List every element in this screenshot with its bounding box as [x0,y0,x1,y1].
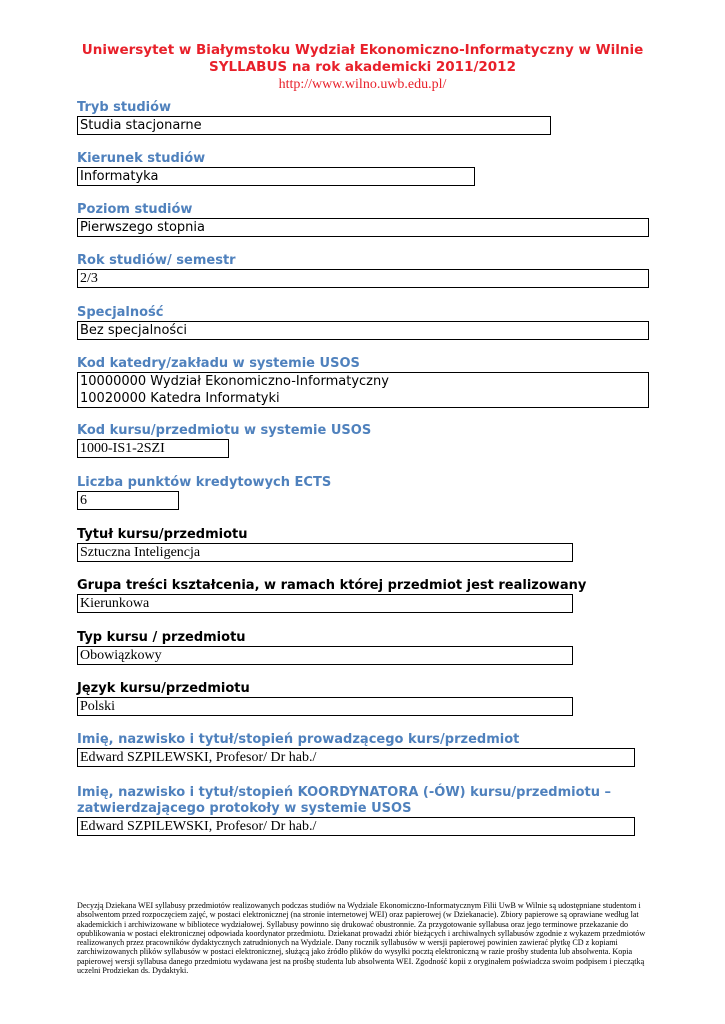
value-prowadzacy: Edward SZPILEWSKI, Profesor/ Dr hab./ [77,748,635,767]
section-ects [77,475,331,510]
section-koordynator [77,785,635,836]
label-koordynator-line1: Imię, nazwisko i tytuł/stopień KOORDYNATORA (-ÓW) kursu/przedmiotu – [77,785,612,800]
value-kod-katedry [77,372,649,408]
section-kod-kursu [77,423,371,458]
section-specjalnosc [77,305,649,340]
value-jezyk-kursu: Polski [77,697,573,716]
label-tryb-studiow: Tryb studiów [77,100,172,115]
label-koordynator-line2: zatwierdzającego protokoły w systemie USOS [77,801,412,816]
value-typ-kursu: Obowiązkowy [77,646,573,665]
section-kod-katedry [77,356,649,408]
value-kierunek-studiow: Informatyka [77,167,475,186]
value-kod-katedry-line2: 10020000 Katedra Informatyki [80,391,280,406]
value-specjalnosc: Bez specjalności [77,321,649,340]
document-header [0,42,725,94]
label-specjalnosc: Specjalność [77,305,164,320]
section-grupa-tresci [77,578,586,613]
value-tytul-kursu: Sztuczna Inteligencja [77,543,573,562]
value-ects: 6 [77,491,179,510]
university-title: Uniwersytet w Białymstoku Wydział Ekonomiczno-Informatyczny w Wilnie [81,42,644,58]
section-prowadzacy [77,732,635,767]
label-rok-studiow: Rok studiów/ semestr [77,253,236,268]
value-rok-studiow: 2/3 [77,269,649,288]
section-tytul-kursu [77,527,573,562]
value-tryb-studiow: Studia stacjonarne [77,116,551,135]
value-kod-kursu: 1000-IS1-2SZI [77,439,229,458]
label-kod-katedry: Kod katedry/zakładu w systemie USOS [77,356,360,371]
label-prowadzacy: Imię, nazwisko i tytuł/stopień prowadzącego kurs/przedmiot [77,732,520,747]
website-url: http://www.wilno.uwb.edu.pl/ [278,77,447,92]
value-poziom-studiow: Pierwszego stopnia [77,218,649,237]
value-koordynator: Edward SZPILEWSKI, Profesor/ Dr hab./ [77,817,635,836]
label-grupa-tresci: Grupa treści kształcenia, w ramach której przedmiot jest realizowany [77,578,587,593]
label-tytul-kursu: Tytuł kursu/przedmiotu [77,527,248,542]
section-jezyk-kursu [77,681,573,716]
label-poziom-studiow: Poziom studiów [77,202,193,217]
footer-note: Decyzją Dziekana WEI syllabusy przedmiotów realizowanych podczas studiów na Wydziale Ekonomiczno-Informatycznym Filii UwB w Wilnie są udostępniane studentom i absolwentom przed rozpoczęciem zajęć, w postaci elektronicznej (na stronie internetowej WEI) oraz papierowej (w Dziekanacie). Zbiory papierowe są oprawiane według lat akademickich i archiwizowane w bibliotece wydziałowej. Syllabusy powinno się drukować obustronnie. Za przygotowanie syllabusa oraz jego terminowe przekazanie do opublikowania w postaci elektronicznej odpowiada koordynator przedmiotu. Dziekanat prowadzi zbiór bieżących i archiwalnych syllabusów zgodnie z wykazem przedmiotów realizowanych przez pracowników dydaktycznych zatrudnionych na Wydziale. Dany rocznik syllabusów w wersji papierowej powinien zawierać płytkę CD z kopiami zarchiwizowanych plików syllabusów w postaci elektronicznej, służącą jako źródło plików do wysyłki pocztą elektroniczną w razie prośby studenta lub absolwenta. Kopia papierowej wersji syllabusa danego przedmiotu wydawana jest na prośbę studenta lub absolwenta WEI. Zgodność kopii z oryginałem poświadcza swoim podpisem i pieczątką uczelni Prodziekan ds. Dydaktyki. [77,901,646,976]
section-kierunek-studiow [77,151,475,186]
label-kierunek-studiow: Kierunek studiów [77,151,206,166]
section-typ-kursu [77,630,573,665]
section-poziom-studiow [77,202,649,237]
label-kod-kursu: Kod kursu/przedmiotu w systemie USOS [77,423,372,438]
value-kod-katedry-line1: 10000000 Wydział Ekonomiczno-Informatyczny [80,374,389,389]
label-ects: Liczba punktów kredytowych ECTS [77,475,332,490]
value-grupa-tresci: Kierunkowa [77,594,573,613]
section-rok-studiow [77,253,649,288]
label-jezyk-kursu: Język kursu/przedmiotu [77,681,250,696]
label-typ-kursu: Typ kursu / przedmiotu [77,630,246,645]
syllabus-title: SYLLABUS na rok akademicki 2011/2012 [209,59,516,75]
section-tryb-studiow [77,100,551,135]
